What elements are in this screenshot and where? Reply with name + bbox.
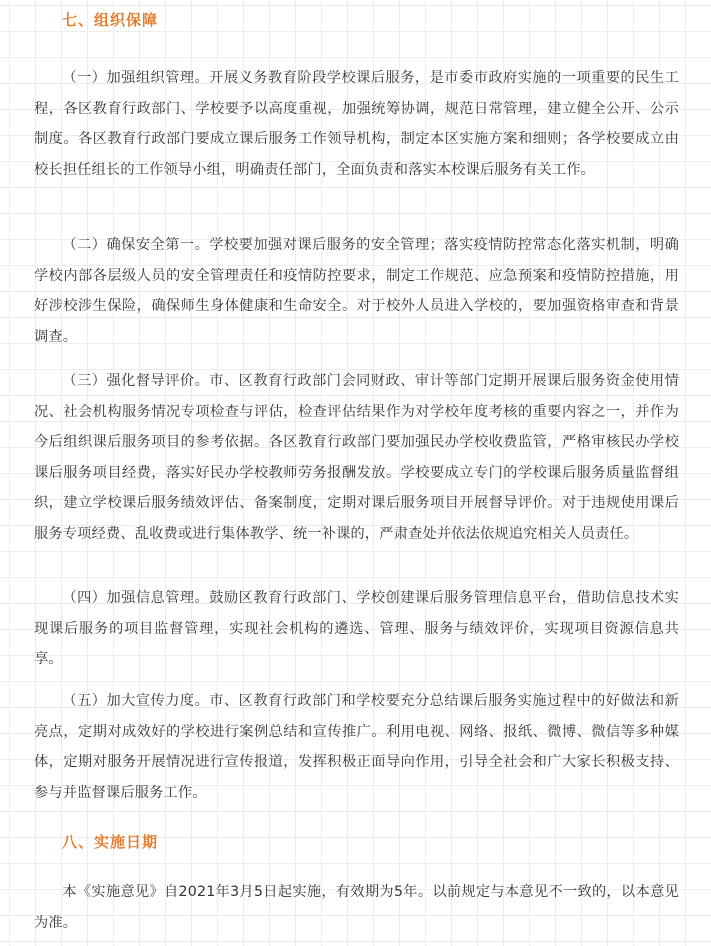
section-7-paragraph-3: （三）强化督导评价。市、区教育行政部门会同财政、审计等部门定期开展课后服务资金使用情况、社会机构服务情况专项检查与评估，检查评估结果作为对学校年度考核的重要内容之一，并作为今后组织课后服务项目的参考依据。各区教育行政部门要加强民办学校收费监管，严格审核民办学校课后服务项目经费，落实好民办学校教师劳务报酬发放。学校要成立专门的学校课后服务质量监督组织，建立学校课后服务绩效评估、备案制度，定期对课后服务项目开展督导评价。对于违规使用课后服务专项经费、乱收费或进行集体教学、统一补课的，严肃查处并依法依规追究相关人员责任。 bbox=[34, 373, 679, 542]
section-8-paragraph-1: 本《实施意见》自2021年3月5日起实施，有效期为5年。以前规定与本意见不一致的，以本意见为准。 bbox=[34, 884, 679, 931]
section-7-paragraph-1: （一）加强组织管理。开展义务教育阶段学校课后服务，是市委市政府实施的一项重要的民生工程，各区教育行政部门、学校要予以高度重视，加强统筹协调，规范日常管理，建立健全公开、公示制度。各区教育行政部门要成立课后服务工作领导机构，制定本区实施方案和细则；各学校要成立由校长担任组长的工作领导小组，明确责任部门，全面负责和落实本校课后服务有关工作。 bbox=[34, 70, 679, 178]
section-7-paragraph-4: （四）加强信息管理。鼓励区教育行政部门、学校创建课后服务管理信息平台，借助信息技术实现课后服务的项目监督管理，实现社会机构的遴选、管理、服务与绩效评价，实现项目资源信息共享。 bbox=[34, 590, 679, 667]
section-7-paragraph-2: （二）确保安全第一。学校要加强对课后服务的安全管理；落实疫情防控常态化落实机制，明确学校内部各层级人员的安全管理责任和疫情防控要求，制定工作规范、应急预案和疫情防控措施，用好涉校涉生保险，确保师生身体健康和生命安全。对于校外人员进入学校的，要加强资格审查和背景调查。 bbox=[34, 237, 679, 345]
section-7-heading: 七、组织保障 bbox=[62, 11, 159, 29]
section-8-heading: 八、实施日期 bbox=[62, 833, 159, 851]
section-7-paragraph-5: （五）加大宣传力度。市、区教育行政部门和学校要充分总结课后服务实施过程中的好做法和新亮点，定期对成效好的学校进行案例总结和宣传推广。利用电视、网络、报纸、微博、微信等多种媒体，定期对服务开展情况进行宣传报道，发挥积极正面导向作用，引导全社会和广大家长积极支持、参与并监督课后服务工作。 bbox=[34, 693, 679, 801]
